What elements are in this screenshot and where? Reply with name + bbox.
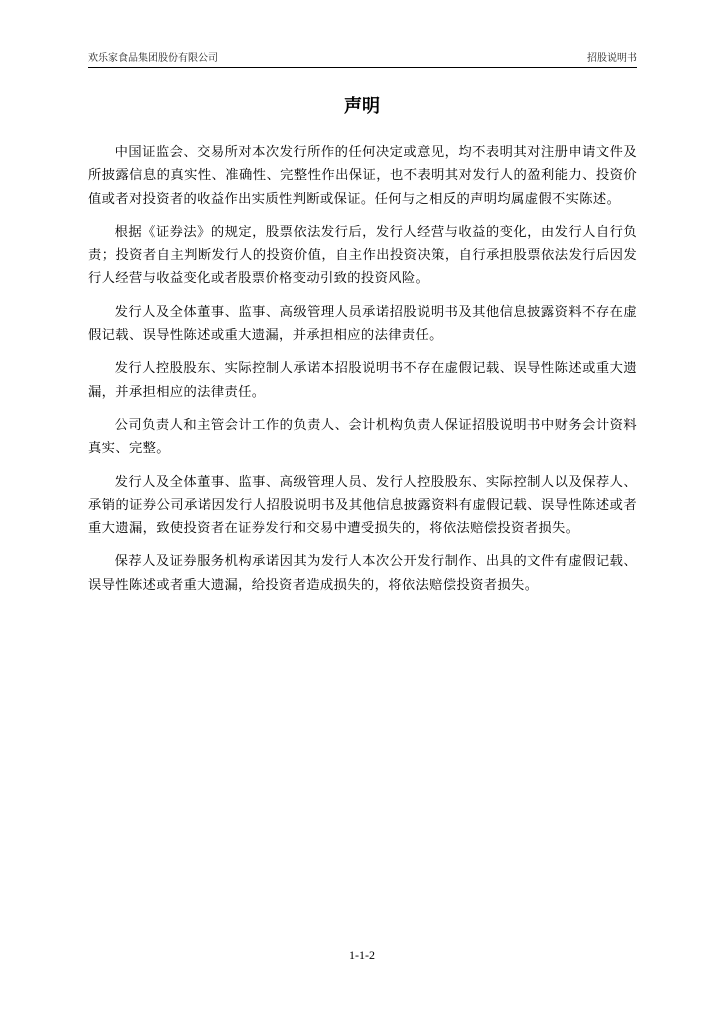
paragraph-regulator-disclaimer: 中国证监会、交易所对本次发行所作的任何决定或意见，均不表明其对注册申请文件及所披露信息的真实性、准确性、完整性作出保证，也不表明其对发行人的盈利能力、投资价值或者对投资者的收益作出实质性判断或保证。任何与之相反的声明均属虚假不实陈述。 bbox=[88, 145, 637, 207]
paragraph-investment-risk: 根据《证券法》的规定，股票依法发行后，发行人经营与收益的变化，由发行人自行负责；投资者自主判断发行人的投资价值，自主作出投资决策，自行承担股票依法发行后因发行人经营与收益变化或者股票价格变动引致的投资风险。 bbox=[88, 224, 637, 287]
header-divider bbox=[88, 67, 637, 68]
paragraph-financial-accuracy: 公司负责人和主管会计工作的负责人、会计机构负责人保证招股说明书中财务会计资料真实、完整。 bbox=[88, 417, 637, 457]
page-header bbox=[88, 50, 637, 67]
paragraph-issuer-commitment: 发行人及全体董事、监事、高级管理人员承诺招股说明书及其他信息披露资料不存在虚假记载、误导性陈述或重大遗漏，并承担相应的法律责任。 bbox=[88, 304, 637, 344]
header-company-name: 欢乐家食品集团股份有限公司 bbox=[88, 53, 218, 64]
paragraph-compensation-commitment: 发行人及全体董事、监事、高级管理人员、发行人控股股东、实际控制人以及保荐人、承销的证券公司承诺因发行人招股说明书及其他信息披露资料有虚假记载、误导性陈述或者重大遗漏，致使投资者在证券发行和交易中遭受损失的，将依法赔偿投资者损失。 bbox=[88, 474, 637, 537]
page-title: 声明 bbox=[344, 96, 380, 117]
declaration-body bbox=[88, 141, 637, 607]
paragraph-sponsor-commitment: 保荐人及证券服务机构承诺因其为发行人本次公开发行制作、出具的文件有虚假记载、误导性陈述或者重大遗漏，给投资者造成损失的，将依法赔偿投资者损失。 bbox=[88, 554, 637, 593]
paragraph-controller-commitment: 发行人控股股东、实际控制人承诺本招股说明书不存在虚假记载、误导性陈述或重大遗漏，并承担相应的法律责任。 bbox=[88, 361, 637, 400]
header-document-type: 招股说明书 bbox=[587, 53, 637, 64]
page-number: 1-1-2 bbox=[349, 948, 375, 962]
